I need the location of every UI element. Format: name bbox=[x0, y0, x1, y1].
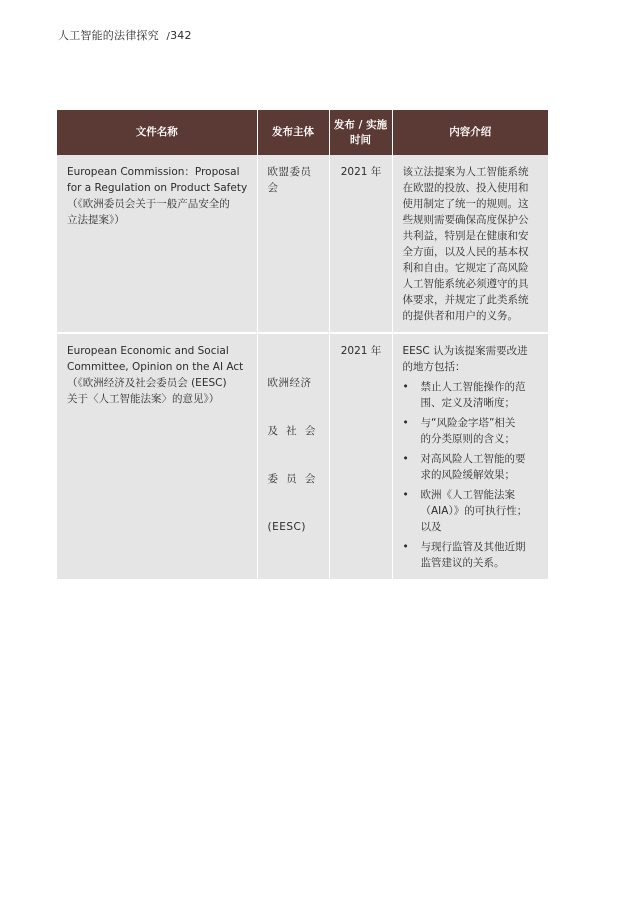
table-header-row bbox=[57, 110, 548, 155]
text-line: Committee, Opinion on the AI Act bbox=[67, 361, 244, 373]
column-header-time: 发布 / 实施 时间 bbox=[329, 110, 392, 155]
list-item bbox=[403, 415, 540, 447]
text-line: 会 bbox=[267, 182, 279, 194]
text-line: EESC 认为该提案需要改进 bbox=[402, 345, 528, 357]
page-number-separator: / bbox=[166, 31, 171, 42]
cell-document-name bbox=[57, 155, 257, 333]
text-line: （《欧洲委员会关于一般产品安全的 bbox=[67, 198, 230, 210]
text-line: 监管建议的关系。 bbox=[420, 557, 505, 569]
text-line: 共利益，特别是在健康和安 bbox=[402, 230, 529, 242]
text-line: 关于〈人工智能法案〉的意见》） bbox=[67, 393, 220, 405]
list-item bbox=[403, 379, 540, 411]
table-row bbox=[57, 333, 548, 579]
cell-time: 2021 年 bbox=[329, 333, 392, 579]
table-row bbox=[57, 155, 548, 333]
text-line: for a Regulation on Product Safety bbox=[67, 182, 248, 194]
cell-intro bbox=[392, 155, 548, 333]
text-line: 人工智能系统必须遵守的具 bbox=[402, 278, 529, 290]
text-line: 全方面，以及人民的基本权 bbox=[402, 246, 529, 258]
text-line: 的地方包括： bbox=[402, 361, 466, 373]
text-line: 该立法提案为人工智能系统 bbox=[402, 166, 529, 178]
page-number: 342 bbox=[170, 29, 192, 42]
text-line: • 欧洲《人工智能法案 bbox=[420, 489, 515, 501]
list-item bbox=[403, 451, 540, 483]
text-line: 及 社 会 bbox=[267, 425, 316, 437]
text-line: 立法提案》） bbox=[67, 214, 125, 226]
book-title: 人工智能的法律探究 bbox=[58, 29, 159, 42]
column-header-name: 文件名称 bbox=[57, 110, 257, 155]
text-line: 利和自由。它规定了高风险 bbox=[402, 262, 529, 274]
text-line: 欧洲经济 bbox=[267, 377, 312, 389]
text-line: (EESC) bbox=[267, 521, 306, 533]
cell-intro bbox=[392, 333, 548, 579]
text-line: 体要求，并规定了此类系统 bbox=[402, 294, 529, 306]
cell-time: 2021 年 bbox=[329, 155, 392, 333]
text-line: • 禁止人工智能操作的范 bbox=[420, 381, 526, 393]
text-line: • 与现行监管及其他近期 bbox=[420, 541, 526, 553]
text-line: 围、定义及清晰度； bbox=[420, 397, 515, 409]
text-line: 的分类原则的含义； bbox=[420, 433, 515, 445]
text-line: • 与“风险金字塔”相关 bbox=[420, 417, 516, 429]
text-line: 欧盟委员 bbox=[267, 166, 312, 178]
text-line: 以及 bbox=[420, 521, 442, 533]
column-header-issuer: 发布主体 bbox=[257, 110, 329, 155]
running-head bbox=[58, 27, 192, 43]
text-line: 些规则需要确保高度保护公 bbox=[402, 214, 529, 226]
column-header-intro: 内容介绍 bbox=[392, 110, 548, 155]
text-line: 在欧盟的投放、投入使用和 bbox=[402, 182, 529, 194]
text-line: European Economic and Social bbox=[67, 345, 229, 357]
document-table bbox=[57, 110, 548, 579]
text-line: （《欧洲经济及社会委员会 (EESC) bbox=[67, 377, 227, 389]
text-line: European Commission：Proposal bbox=[67, 166, 240, 178]
text-line: （AIA）》的可执行性； bbox=[420, 505, 528, 517]
cell-document-name bbox=[57, 333, 257, 579]
list-item bbox=[403, 487, 540, 535]
text-line: 使用制定了统一的规则。这 bbox=[402, 198, 529, 210]
text-line: 委 员 会 bbox=[267, 473, 316, 485]
cell-issuer bbox=[257, 333, 329, 579]
cell-issuer bbox=[257, 155, 329, 333]
bullet-list bbox=[403, 379, 540, 571]
text-line: 的提供者和用户的义务。 bbox=[402, 310, 518, 322]
list-item bbox=[403, 539, 540, 571]
text-line: 求的风险缓解效果； bbox=[420, 469, 515, 481]
text-line: • 对高风险人工智能的要 bbox=[420, 453, 526, 465]
